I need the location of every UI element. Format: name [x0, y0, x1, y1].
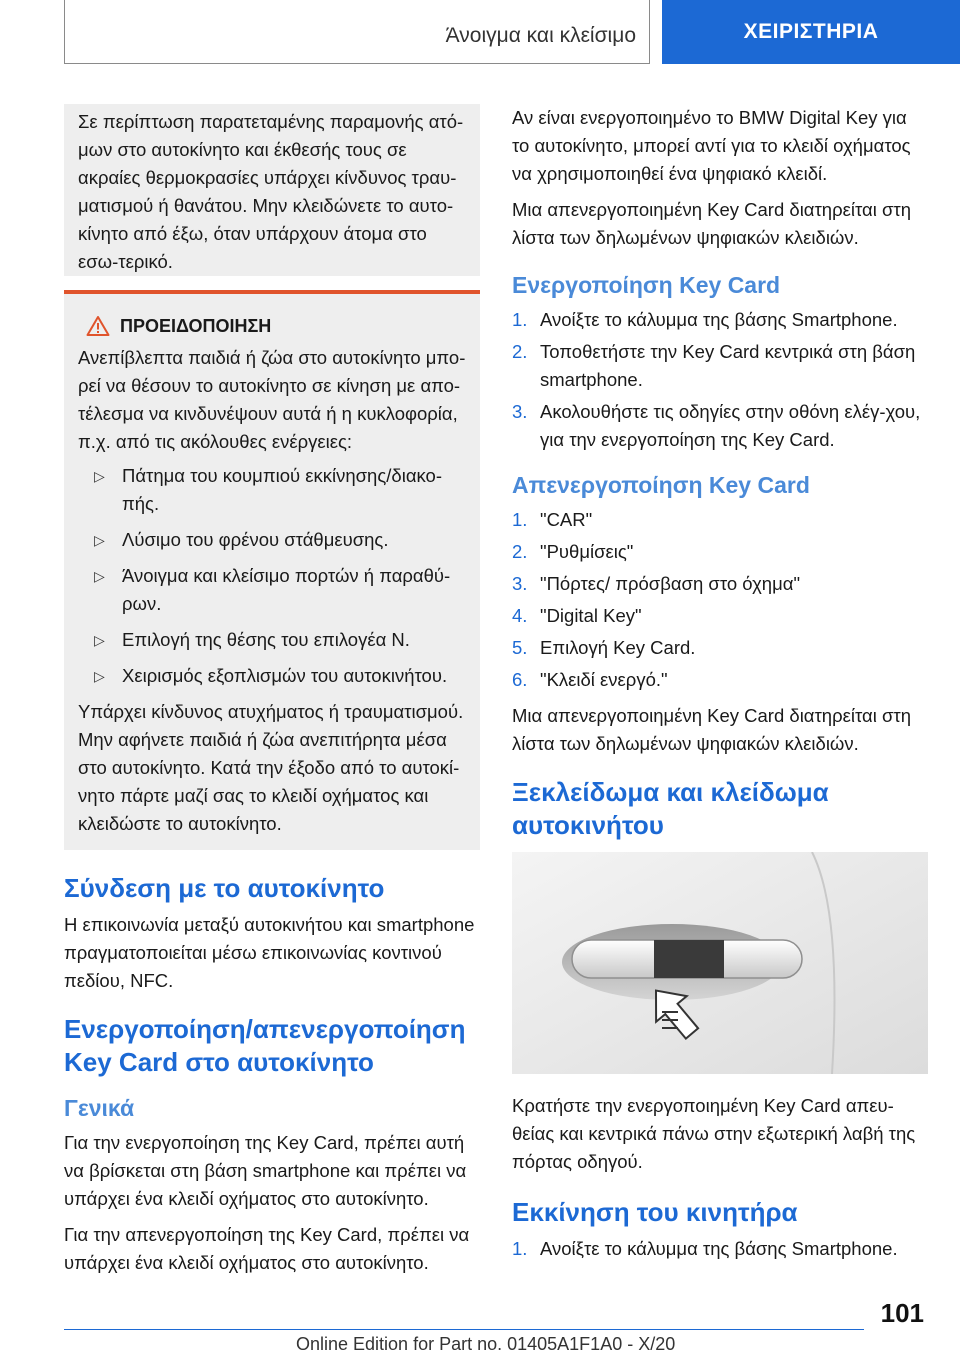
right-column: [512, 104, 928, 1271]
triangle-bullet-icon: ▷: [94, 632, 105, 648]
warning-title: ΠΡΟΕΙΔΟΠΟΙΗΣΗ: [120, 316, 272, 336]
page-number: 101: [880, 1298, 924, 1328]
left-column: [64, 104, 480, 1285]
warning-outro: Υπάρχει κίνδυνος ατυχήματος ή τραυματισμού. Μην αφήνετε παιδιά ή ζώα ανεπιτήρητα μέσα στο αυτοκίνητο. Κατά την έξοδο από το αυτοκί-νητο πάρτε μαζί σας το κλειδί οχήματος και κλειδώστε το αυτοκίνητο.: [78, 701, 464, 834]
activate-steps: [512, 306, 928, 454]
warning-triangle-icon: [86, 315, 110, 337]
list-item: 1. "CAR": [512, 509, 593, 530]
triangle-bullet-icon: ▷: [94, 668, 105, 684]
list-item: 1. Ανοίξτε το κάλυμμα της βάσης Smartphone.: [512, 309, 898, 330]
door-handle-image: [512, 852, 928, 1074]
intro-paragraph-2: Μια απενεργοποιημένη Key Card διατηρείται στη λίστα των δηλωμένων ψηφιακών κλειδιών.: [512, 199, 911, 248]
list-item: 6. "Κλειδί ενεργό.": [512, 669, 668, 690]
warning-heading: [86, 312, 466, 340]
list-item: 5. Επιλογή Key Card.: [512, 637, 696, 658]
general-paragraph-1: Για την ενεργοποίηση της Key Card, πρέπει αυτή να βρίσκεται στη βάση smartphone και πρέπει να υπάρχει ένα κλειδί οχήματος στο αυτοκίνητο.: [64, 1132, 467, 1209]
heading-deactivate-card: Απενεργοποίηση Key Card: [512, 472, 810, 498]
unlock-paragraph: Κρατήστε την ενεργοποιημένη Key Card απευ-θείας και κεντρικά πάνω στην εξωτερική λαβή της πόρτας οδηγού.: [512, 1095, 916, 1172]
heading-activate-deactivate: Ενεργοποίηση/απενεργοποίηση Key Card στο αυτοκίνητο: [64, 1014, 466, 1077]
heading-start-engine: Εκκίνηση του κινητήρα: [512, 1197, 798, 1227]
triangle-bullet-icon: ▷: [94, 568, 105, 584]
heading-general: Γενικά: [64, 1095, 135, 1121]
footer-edition: Online Edition for Part no. 01405A1F1A0 - X/20: [296, 1334, 676, 1354]
warning-box: [64, 290, 480, 850]
header-chapter-tab[interactable]: ΧΕΙΡΙΣΤΗΡΙΑ: [662, 0, 960, 64]
list-item: ▷ Πάτημα του κουμπιού εκκίνησης/διακο-πής.: [78, 462, 466, 518]
list-item: 2. Τοποθετήστε την Key Card κεντρικά στη βάση smartphone.: [512, 341, 916, 390]
heading-activate-card: Ενεργοποίηση Key Card: [512, 272, 781, 298]
triangle-bullet-icon: ▷: [94, 532, 105, 548]
triangle-bullet-icon: ▷: [94, 468, 105, 484]
heading-connect: Σύνδεση με το αυτοκίνητο: [64, 873, 385, 903]
door-handle-illustration: [512, 852, 928, 1074]
list-item: 3. Ακολουθήστε τις οδηγίες στην οθόνη ελέγ-χου, για την ενεργοποίηση της Key Card.: [512, 401, 921, 450]
warning-intro: Ανεπίβλεπτα παιδιά ή ζώα στο αυτοκίνητο μπο-ρεί να θέσουν το αυτοκίνητο σε κίνηση με απο-τέλεσμα να κινδυνέψουν αυτά ή η κυκλοφορία, π.χ. από τις ακόλουθες ενέργειες:: [78, 347, 466, 452]
start-steps: [512, 1235, 928, 1263]
list-item: 3. "Πόρτες/ πρόσβαση στο όχημα": [512, 573, 801, 594]
list-item: 2. "Ρυθμίσεις": [512, 541, 634, 562]
deactivate-note: Μια απενεργοποιημένη Key Card διατηρείται στη λίστα των δηλωμένων ψηφιακών κλειδιών.: [512, 705, 911, 754]
list-item: ▷ Άνοιγμα και κλείσιμο πορτών ή παραθύ-ρων.: [78, 562, 466, 618]
warning-bullet-list: [78, 462, 466, 690]
list-item: ▷ Χειρισμός εξοπλισμών του αυτοκινήτου.: [78, 662, 466, 690]
warning-text: Σε περίπτωση παρατεταμένης παραμονής ατό-μων στο αυτοκίνητο και έκθεσής τους σε ακραίες θερμοκρασίες υπάρχει κίνδυνος τραυ-ματισμού ή θανάτου. Μην κλειδώνετε το αυτο-κίνητο από έξω, όταν υπάρχουν άτομα στο εσω-τερικό.: [78, 111, 464, 272]
general-paragraph-2: Για την απενεργοποίηση της Key Card, πρέπει να υπάρχει ένα κλειδί οχήματος στο αυτοκίνητο.: [64, 1224, 470, 1273]
list-item: 1. Ανοίξτε το κάλυμμα της βάσης Smartphone.: [512, 1238, 898, 1259]
list-item: ▷ Λύσιμο του φρένου στάθμευσης.: [78, 526, 466, 554]
list-item: 4. "Digital Key": [512, 605, 642, 626]
list-item: ▷ Επιλογή της θέσης του επιλογέα N.: [78, 626, 466, 654]
warning-box-continued: [64, 104, 480, 276]
header-section-title: Άνοιγμα και κλείσιμο: [445, 24, 636, 47]
intro-paragraph-1: Αν είναι ενεργοποιημένο το BMW Digital Key για το αυτοκίνητο, μπορεί αντί για το κλειδί οχήματος να χρησιμοποιηθεί ένα ψηφιακό κλειδί.: [512, 107, 911, 184]
connect-paragraph: Η επικοινωνία μεταξύ αυτοκινήτου και smartphone πραγματοποιείται μέσω επικοινωνίας κοντινού πεδίου, NFC.: [64, 914, 475, 991]
footer-divider: [64, 1329, 864, 1330]
heading-unlock-lock: Ξεκλείδωμα και κλείδωμα αυτοκινήτου: [512, 777, 829, 840]
deactivate-steps: [512, 506, 928, 694]
